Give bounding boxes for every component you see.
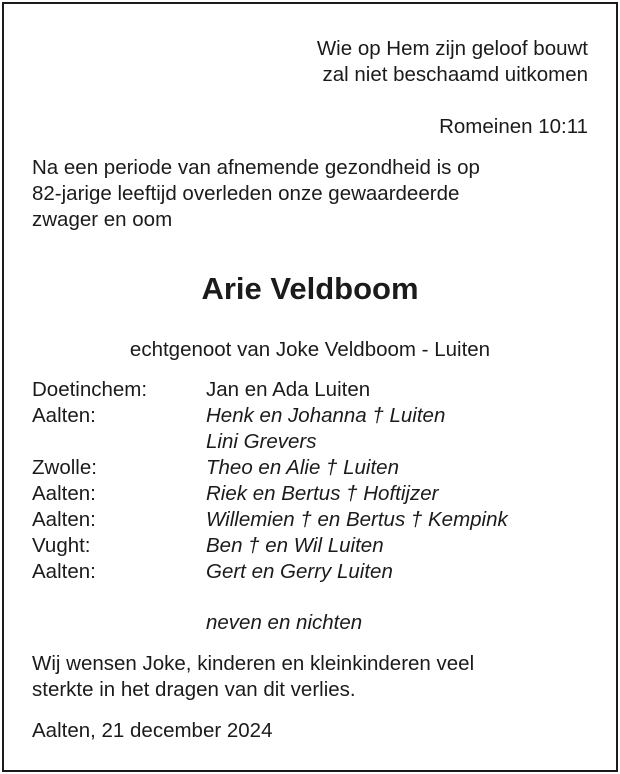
relative-place: Aalten:: [32, 508, 96, 531]
relative-names: Riek en Bertus † Hoftijzer: [206, 482, 439, 505]
relative-names: Gert en Gerry Luiten: [206, 560, 393, 583]
deceased-name: Arie Veldboom: [201, 271, 419, 306]
relative-names: Henk en Johanna † Luiten: [206, 404, 446, 427]
relative-place: Vught:: [32, 534, 91, 557]
relative-names: Willemien † en Bertus † Kempink: [206, 508, 508, 531]
spouse-line: echtgenoot van Joke Veldboom - Luiten: [129, 338, 491, 361]
relative-place: Doetinchem:: [32, 378, 148, 401]
intro-line-2: 82-jarige leeftijd overleden onze gewaardeerde: [32, 182, 460, 205]
verse-line-1: Wie op Hem zijn geloof bouwt: [316, 37, 588, 60]
relative-names: Theo en Alie † Luiten: [206, 456, 399, 479]
relative-place: Aalten:: [32, 482, 96, 505]
relative-place: Zwolle:: [32, 456, 97, 479]
intro-line-3: zwager en oom: [32, 208, 173, 231]
closing-line-1: Wij wensen Joke, kinderen en kleinkinderen veel: [32, 652, 475, 675]
verse-line-2: zal niet beschaamd uitkomen: [322, 63, 588, 86]
relative-names: Ben † en Wil Luiten: [206, 534, 384, 557]
verse-reference: Romeinen 10:11: [439, 115, 588, 138]
relative-place: Aalten:: [32, 404, 96, 427]
relative-names: Lini Grevers: [206, 430, 317, 453]
intro-line-1: Na een periode van afnemende gezondheid is op: [32, 156, 480, 179]
closing-line-2: sterkte in het dragen van dit verlies.: [32, 678, 356, 701]
relatives-footer: neven en nichten: [206, 611, 363, 634]
place-date: Aalten, 21 december 2024: [32, 719, 273, 742]
relative-names: Jan en Ada Luiten: [206, 378, 371, 401]
relative-place: Aalten:: [32, 560, 96, 583]
